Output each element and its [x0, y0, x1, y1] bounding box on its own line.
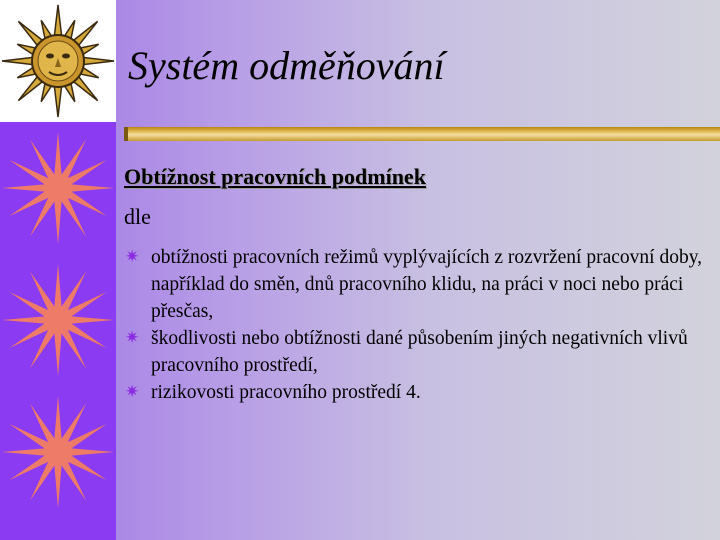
sun-face-icon: [0, 0, 116, 122]
star-bullet-icon: ✷: [125, 247, 140, 267]
title-divider: [124, 127, 720, 141]
list-item: [124, 379, 714, 406]
star-bullet-icon: ✷: [125, 328, 140, 348]
section-heading: Obtížnost pracovních podmínek: [124, 164, 426, 189]
list-item: [124, 244, 714, 325]
decorative-sidebar: [0, 0, 116, 540]
sun-logo-box: [0, 0, 116, 122]
bullet-list: [124, 244, 714, 406]
star-burst-icon: [0, 128, 116, 248]
star-bullet-icon: ✷: [125, 382, 140, 402]
list-item: [124, 325, 714, 379]
bullet-text: rizikovosti pracovního prostředí 4.: [151, 382, 421, 403]
lead-text: dle: [124, 204, 151, 229]
bullet-text: škodlivosti nebo obtížnosti dané působením jiných negativních vlivů pracovního prostředí,: [151, 328, 688, 376]
star-burst-icon: [0, 392, 116, 512]
bullet-text: obtížnosti pracovních režimů vyplývajících z rozvržení pracovní doby, například do směn, dnů pracovního klidu, na práci v noci nebo práci přesčas,: [151, 247, 703, 322]
slide-title: Systém odměňování: [128, 43, 445, 88]
star-burst-icon: [0, 260, 116, 380]
